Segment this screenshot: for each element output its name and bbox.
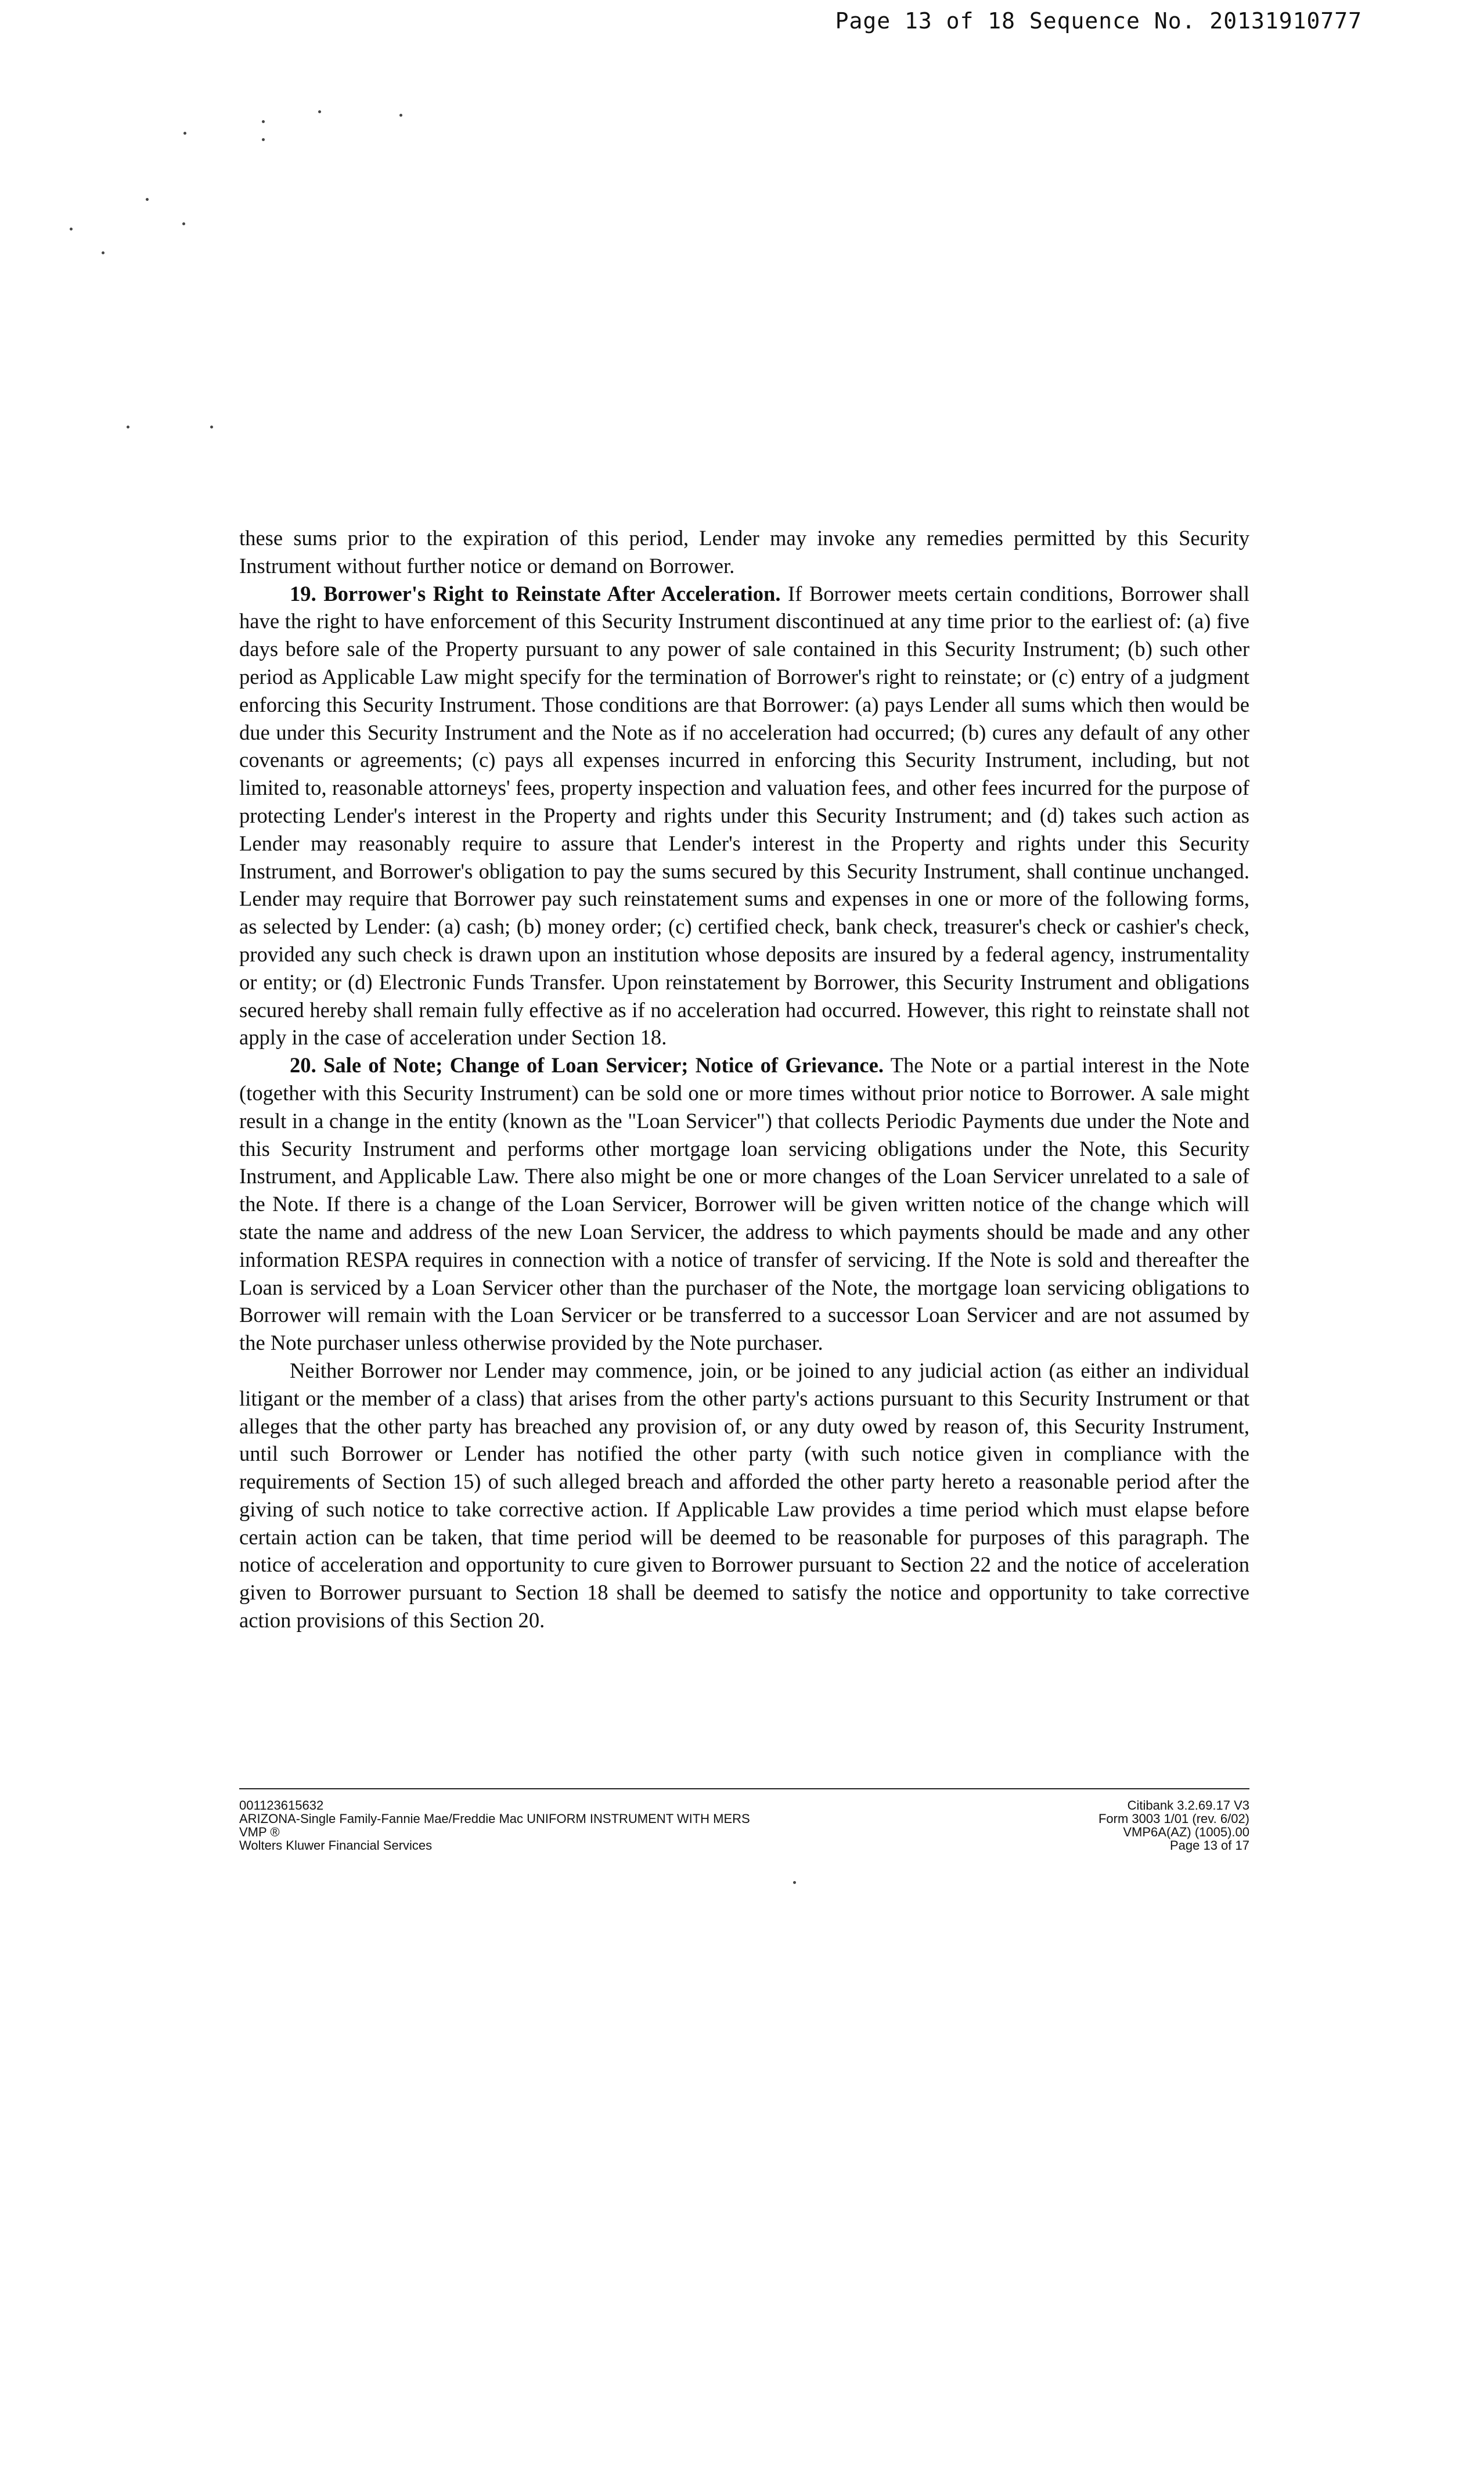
page-sequence-stamp: Page 13 of 18 Sequence No. 20131910777 bbox=[835, 8, 1362, 34]
scan-speck bbox=[210, 426, 213, 428]
scan-speck bbox=[318, 110, 321, 113]
section-19-text: If Borrower meets certain conditions, Borrower shall have the right to have enforcement of this Security Instrument discontinued at any time prior to the earliest of: (a) five days before sale of the Property pursuant to any power of sale contained in this Security Instrument; (b) such other period as Applicable Law might specify for the termination of Borrower's right to reinstate; or (c) entry of a judgment enforcing this Security Instrument. Those conditions are that Borrower: (a) pays Lender all sums which then would be due under this Security Instrument and the Note as if no acceleration had occurred; (b) cures any default of any other covenants or agreements; (c) pays all expenses incurred in enforcing this Security Instrument, including, but not limited to, reasonable attorneys' fees, property inspection and valuation fees, and other fees incurred for the purpose of protecting Lender's interest in the Property and rights under this Security Instrument; and (d) takes such action as Lender may reasonably require to assure that Lender's interest in the Property and rights under this Security Instrument, and Borrower's obligation to pay the sums secured by this Security Instrument, shall continue unchanged. Lender may require that Borrower pay such reinstatement sums and expenses in one or more of the following forms, as selected by Lender: (a) cash; (b) money order; (c) certified check, bank check, treasurer's check or cashier's check, provided any such check is drawn upon an institution whose deposits are insured by a federal agency, instrumentality or entity; or (d) Electronic Funds Transfer. Upon reinstatement by Borrower, this Security Instrument and obligations secured hereby shall remain fully effective as if no acceleration had occurred. However, this right to reinstate shall not apply in the case of acceleration under Section 18. bbox=[239, 581, 1249, 1050]
scan-speck bbox=[399, 114, 402, 117]
lender-version: Citibank 3.2.69.17 V3 bbox=[1127, 1798, 1249, 1813]
section-20-paragraph bbox=[239, 1051, 1249, 1357]
grievance-paragraph: Neither Borrower nor Lender may commence, join, or be joined to any judicial action (as either an individual litigant or the member of a class) that arises from the other party's actions pursuant to this Security Instrument or that alleges that the other party has breached any provision of, or any duty owed by reason of, this Security Instrument, until such Borrower or Lender has notified the other party (with such notice given in compliance with the requirements of Section 15) of such alleged breach and afforded the other party hereto a reasonable period after the giving of such notice to take corrective action. If Applicable Law provides a time period which must elapse before certain action can be taken, that time period will be deemed to be reasonable for purposes of this paragraph. The notice of acceleration and opportunity to cure given to Borrower pursuant to Section 22 and the notice of acceleration given to Borrower pursuant to Section 18 shall be deemed to satisfy the notice and opportunity to take corrective action provisions of this Section 20. bbox=[239, 1358, 1249, 1633]
scan-speck bbox=[183, 132, 186, 135]
scan-speck bbox=[262, 120, 265, 123]
scan-speck bbox=[146, 198, 149, 201]
footer-left bbox=[239, 1799, 750, 1852]
scan-speck bbox=[262, 138, 265, 141]
vmp-code: VMP6A(AZ) (1005).00 bbox=[1123, 1825, 1249, 1839]
section-19-heading: 19. Borrower's Right to Reinstate After Acceleration. bbox=[290, 581, 781, 606]
continuation-paragraph: these sums prior to the expiration of this period, Lender may invoke any remedies permitted by this Security Instrument without further notice or demand on Borrower. bbox=[239, 526, 1249, 578]
vmp-mark: VMP ® bbox=[239, 1825, 280, 1839]
scan-speck bbox=[127, 426, 129, 428]
form-number: Form 3003 1/01 (rev. 6/02) bbox=[1098, 1811, 1249, 1826]
section-20-text: The Note or a partial interest in the Note (together with this Security Instrument) can be sold one or more times without prior notice to Borrower. A sale might result in a change in the entity (known as the "Loan Servicer") that collects Periodic Payments due under the Note and this Security Instrument and performs other mortgage loan servicing obligations under the Note, this Security Instrument, and Applicable Law. There also might be one or more changes of the Loan Servicer unrelated to a sale of the Note. If there is a change of the Loan Servicer, Borrower will be given written notice of the change which will state the name and address of the new Loan Servicer, the address to which payments should be made and any other information RESPA requires in connection with a notice of transfer of servicing. If the Note is sold and thereafter the Loan is serviced by a Loan Servicer other than the purchaser of the Note, the mortgage loan servicing obligations to Borrower will remain with the Loan Servicer or be transferred to a successor Loan Servicer and are not assumed by the Note purchaser unless otherwise provided by the Note purchaser. bbox=[239, 1053, 1249, 1355]
publisher: Wolters Kluwer Financial Services bbox=[239, 1838, 433, 1853]
scan-speck bbox=[793, 1881, 796, 1884]
footer-divider bbox=[239, 1788, 1249, 1789]
scan-speck bbox=[182, 222, 185, 225]
loan-number: 001123615632 bbox=[239, 1798, 324, 1813]
form-page-number: Page 13 of 17 bbox=[1169, 1838, 1249, 1853]
scan-speck bbox=[70, 228, 73, 230]
form-title: ARIZONA-Single Family-Fannie Mae/Freddie Mac UNIFORM INSTRUMENT WITH MERS bbox=[239, 1811, 750, 1826]
scan-speck bbox=[102, 251, 105, 254]
section-20-heading: 20. Sale of Note; Change of Loan Servicer; Notice of Grievance. bbox=[290, 1053, 884, 1078]
section-19-paragraph bbox=[239, 580, 1249, 1052]
document-body bbox=[239, 524, 1249, 1634]
footer-right bbox=[1098, 1799, 1249, 1852]
